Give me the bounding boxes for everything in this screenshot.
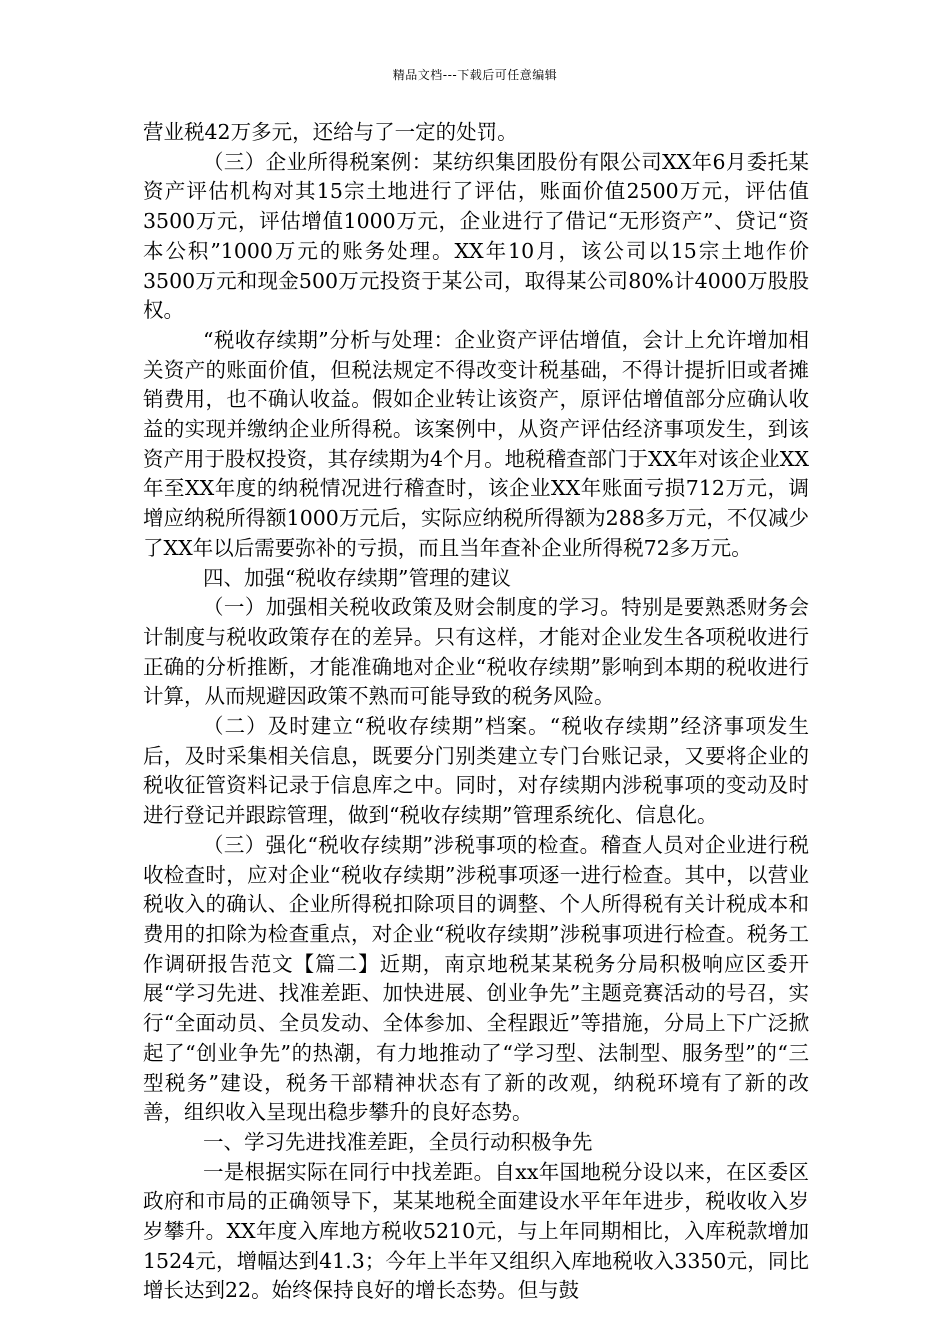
section-heading-4: 四、加强“税收存续期”管理的建议: [203, 565, 511, 590]
paragraph-5: （一）加强相关税收政策及财会制度的学习。特别是要熟悉财务会计制度与税收政策存在的差异。只有这样，才能对企业发生各项税收进行正确的分析推断，才能准确地对企业“税收存续期”影响到本期的税收进行计算，从而规避因政策不熟而可能导致的税务风险。: [143, 595, 809, 709]
page-header: 精品文档---下载后可任意编辑: [392, 68, 558, 82]
paragraph-7: （三）强化“税收存续期”涉税事项的检查。稽查人员对企业进行税收检查时，应对企业“税收存续期”涉税事项逐一进行检查。其中，以营业税收入的确认、企业所得税扣除项目的调整、个人所得税有关计税成本和费用的扣除为检查重点，对企业“税收存续期”涉税事项进行检查。税务工作调研报告范文【篇二】近期，南京地税某某税务分局积极响应区委开展“学习先进、找准差距、加快进展、创业争先”主题竞赛活动的号召，实行“全面动员、全员发动、全体参加、全程跟近”等措施，分局上下广泛掀起了“创业争先”的热潮，有力地推动了“学习型、法制型、服务型”的“三型税务”建设，税务干部精神状态有了新的改观，纳税环境有了新的改善，组织收入呈现出稳步攀升的良好态势。: [143, 832, 809, 1125]
document-body: [143, 118, 809, 1306]
paragraph-2: （三）企业所得税案例：某纺织集团股份有限公司XX年6月委托某资产评估机构对其15宗土地进行了评估，账面价值2500万元，评估值3500万元，评估增值1000万元，企业进行了借记“无形资产”、贷记“资本公积”1000万元的账务处理。XX年10月，该公司以15宗土地作价3500万元和现金500万元投资于某公司，取得某公司80%计4000万股股权。: [143, 149, 809, 323]
paragraph-6: （二）及时建立“税收存续期”档案。“税收存续期”经济事项发生后，及时采集相关信息，既要分门别类建立专门台账记录，又要将企业的税收征管资料记录于信息库之中。同时，对存续期内涉税事项的变动及时进行登记并跟踪管理，做到“税收存续期”管理系统化、信息化。: [143, 714, 809, 828]
section-heading-1: 一、学习先进找准差距，全员行动积极争先: [203, 1129, 593, 1154]
paragraph-3: “税收存续期”分析与处理：企业资产评估增值，会计上允许增加相关资产的账面价值，但税法规定不得改变计税基础，不得计提折旧或者摊销费用，也不确认收益。假如企业转让该资产，原评估增值部分应确认收益的实现并缴纳企业所得税。该案例中，从资产评估经济事项发生，到该资产用于股权投资，其存续期为4个月。地税稽查部门于XX年对该企业XX年至XX年度的纳税情况进行稽查时，该企业XX年账面亏损712万元，调增应纳税所得额1000万元后，实际应纳税所得额为288多万元，不仅减少了XX年以后需要弥补的亏损，而且当年查补企业所得税72多万元。: [143, 327, 809, 560]
paragraph-1: 营业税42万多元，还给与了一定的处罚。: [143, 120, 518, 144]
paragraph-9: 一是根据实际在同行中找差距。自xx年国地税分设以来，在区委区政府和市局的正确领导下，某某地税全面建设水平年年进步，税收收入岁岁攀升。XX年度入库地方税收5210元，与上年同期相比，入库税款增加1524元，增幅达到41.3；今年上半年又组织入库地税收入3350元，同比增长达到22。始终保持良好的增长态势。但与鼓: [143, 1159, 809, 1303]
